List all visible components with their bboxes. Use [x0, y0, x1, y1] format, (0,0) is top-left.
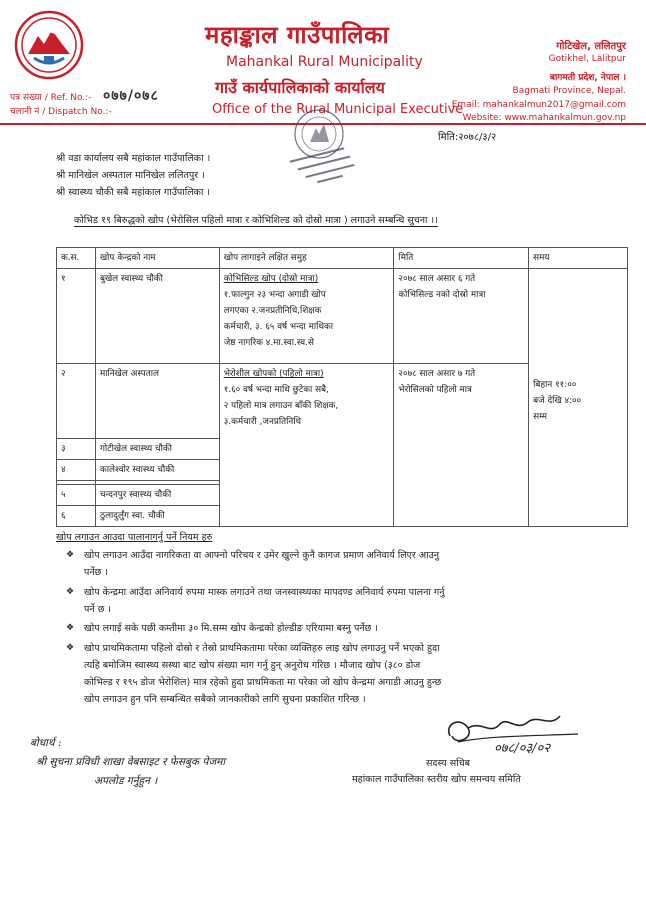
email-line: Email: mahankalmun2017@gmail.com — [451, 100, 626, 110]
recipient-line: श्री वडा कार्यालय सबै महांकाल गाउँपालिका । — [56, 153, 211, 164]
municipality-title-ne: महाङ्काल गाउँपालिका — [205, 21, 390, 49]
ref-value: ०७७/०७८ — [103, 88, 159, 104]
header-date: मिति — [394, 248, 529, 269]
dispatch-label: चलानी नं / Dispatch No.:- — [10, 107, 112, 117]
date1-line: कोभिसिल्ड नको दोस्रो मात्रा — [398, 290, 486, 300]
address-line: Bagmati Province, Nepal. — [512, 86, 626, 96]
rule-line: कोभिल्ड र १९५ डोज भेरोशिल) मात्र रहेको हुदा प्राथमिकता मा परेका जो खोप केन्द्रमा अगाडी आउनु हुन्छ — [84, 677, 442, 688]
cc-label: बोधार्थ : — [30, 737, 62, 749]
office-title-ne: गाउँ कार्यपालिकाको कार्यालय — [215, 78, 385, 97]
header-target-group: खोप लागाइने लक्षित समुह — [219, 248, 394, 269]
date-cell-1 — [394, 269, 529, 364]
nepal-emblem-logo — [14, 10, 84, 80]
row-center-name: बुखेल स्वास्थ्य चौकी — [95, 269, 219, 364]
group1-line: जेष्ठ नागरिक ४.मा.स्वा.स्व.से — [223, 338, 314, 348]
row-center-name: मानिखेल अस्पताल — [95, 364, 219, 439]
municipality-title-en: Mahankal Rural Municipality — [226, 54, 423, 70]
rules-title: खोप लगाउन आउदा पालानागर्नु पर्ने नियम हरु — [56, 532, 213, 543]
rule-line: पर्ने छ । — [84, 604, 111, 615]
address-line: Gotikhel, Lalitpur — [548, 54, 626, 64]
cc-line: श्री सुचना प्रविधी शाखा वेबसाइट र फेसबुक पेजमा — [36, 756, 226, 768]
cc-line: अपलोड गर्नुहुन । — [94, 775, 158, 787]
target-group-2 — [219, 364, 394, 527]
signatory-organization: महांकाल गाउँपालिका स्तरीय खोप समन्वय समिति — [352, 774, 521, 785]
rule-line: पर्नेछ । — [84, 567, 108, 578]
document-date: मिति:२०७८/३/२ — [438, 132, 497, 143]
group1-line: १.फाल्गुन २३ भन्दा अगाडी खोप — [223, 290, 326, 300]
date2-line: भेरोसिलको पहिलो मात्र — [398, 385, 472, 395]
group1-line: कर्मचारी, ३. ६५ वर्ष भन्दा माथिका — [223, 322, 334, 332]
diamond-bullet-icon: ❖ — [66, 643, 75, 653]
header-sn: क.स. — [57, 248, 96, 269]
group2-title: भेरोशील खोपको (पहिलो मात्रा) — [223, 369, 324, 379]
diamond-bullet-icon: ❖ — [66, 550, 75, 560]
date1-line: २०७८ साल असार ६ गते — [398, 274, 476, 284]
group1-title: कोभिसिल्ड खोप (दोस्रो मात्रा) — [223, 274, 319, 284]
time-line: सम्म — [533, 412, 547, 422]
office-title-en: Office of the Rural Municipal Executive — [212, 102, 464, 117]
signatory-title: सदस्य सचिब — [426, 758, 471, 769]
rule-line: खोप केन्द्रमा आउँदा अनिवार्य रुपमा मास्क लगाउने तथा जनस्वास्थ्यका मापदण्ड अनिवार्य रुपमा पालना गर्नु — [84, 587, 445, 598]
handwritten-signature — [438, 706, 588, 754]
time-line: बजे देखि ४:०० — [533, 396, 582, 406]
group2-line: २ पहिलो मात्र लगाउन बाँकी शिक्षक, — [223, 401, 339, 411]
recipient-line: श्री स्वास्थ्य चौकी सबै महांकाल गाउँपालिका । — [56, 187, 211, 198]
office-stamp — [283, 104, 375, 190]
group2-line: १.६० वर्ष भन्दा माथि छुटेका सबै, — [223, 385, 329, 395]
date2-line: २०७८ साल असार ७ गते — [398, 369, 476, 379]
rule-line: खोप लगाउन हुन पनि सम्बन्धित सबैको जानकारीको लागि सुचना प्रकाशित गरिन्छ । — [84, 694, 366, 705]
target-group-1 — [219, 269, 394, 364]
rule-item — [66, 640, 604, 708]
address-line: गोटिखेल, ललितपुर — [556, 41, 626, 52]
table-row — [57, 269, 628, 364]
rule-line: खोप लगाउन आउँदा नागरिकता वा आफ्नो परिचय र उमेर खुल्ने कुनै कागज प्रमाण अनिवार्य लिएर आउनु — [84, 550, 440, 561]
header-time: समय — [529, 248, 628, 269]
row-sn: ५ — [57, 485, 96, 506]
website-line: Website: www.mahankalmun.gov.np — [462, 113, 626, 123]
row-center-name: गोटीखेल स्वास्थ्य चौकी — [95, 439, 219, 460]
diamond-bullet-icon: ❖ — [66, 587, 75, 597]
notice-subject: कोभिड १९ बिरुद्धको खोप (भेरोसिल पहिलो मात्रा र कोभिशिल्ड को दोस्रो मात्रा ) लगाउने सम्बन्धि सुचना ।। — [74, 215, 438, 226]
row-center-name: कालेश्वोर स्वास्थ्य चौकी — [95, 460, 219, 481]
date-cell-2 — [394, 364, 529, 527]
recipient-line: श्री मानिखेल अस्पताल मानिखेल ललितपुर । — [56, 170, 205, 181]
table-header-row — [57, 248, 628, 269]
group1-line: लगएका २.जनप्रतीनिधि,शिक्षक — [223, 306, 322, 316]
row-center-name: चन्दनपुर स्वास्थ्य चौकी — [95, 485, 219, 506]
vaccination-schedule-table — [56, 247, 628, 527]
rule-line: त्यहि बमोजिम स्वास्थ्य सस्था बाट खोप संख्या माग गर्नु हुन् अनुरोध गरिछ । मौजाद खोप (३८० डोज — [84, 660, 421, 671]
signature-date: ०७८/०३/०२ — [494, 741, 551, 754]
row-sn: ४ — [57, 460, 96, 481]
row-sn: ३ — [57, 439, 96, 460]
row-sn: २ — [57, 364, 96, 439]
header-center-name: खोप केन्द्रको नाम — [95, 248, 219, 269]
time-line: बिहान ११:०० — [533, 380, 577, 390]
diamond-bullet-icon: ❖ — [66, 623, 75, 633]
row-sn: ६ — [57, 506, 96, 527]
rule-item — [66, 547, 604, 581]
rule-line: खोप प्राथमिकतामा पहिलो दोस्रो र तेस्रो प्राथमिकतामा परेका व्यक्तिहरु लाइ खोप लगाउनु पर्ने भएको हुदा — [84, 643, 440, 654]
rule-line: खोप लगाई सके पछी कम्तीमा ३० मि.सम्म खोप केन्द्रको होल्डीङ एरियामा बस्नु पर्नेछ । — [84, 623, 378, 634]
ref-label: पत्र संख्या / Ref. No.:- — [10, 93, 92, 103]
group2-line: ३.कर्मचारी ,जनप्रतिनिधि — [223, 417, 301, 427]
rule-item — [66, 620, 604, 637]
rule-item — [66, 584, 604, 618]
time-cell — [529, 269, 628, 527]
row-center-name: ठुलादुर्लुंग स्वा. चौकी — [95, 506, 219, 527]
address-line: बागमती प्रदेश, नेपाल । — [549, 73, 626, 83]
row-sn: १ — [57, 269, 96, 364]
